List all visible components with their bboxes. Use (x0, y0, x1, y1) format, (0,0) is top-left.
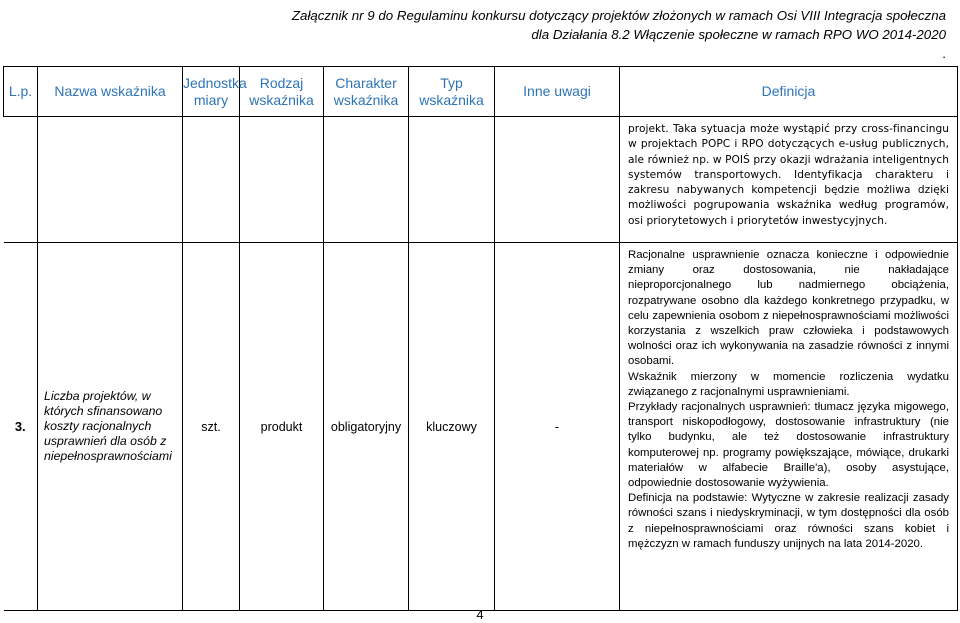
cell-continued-type (409, 117, 495, 243)
column-header-character: Charakter wskaźnika (324, 67, 409, 117)
cell-continued-name (38, 117, 183, 243)
header-line-2: dla Działania 8.2 Włączenie społeczne w ramach RPO WO 2014-2020 (531, 27, 946, 42)
indicator-unit: szt. (183, 243, 240, 611)
continued-definition-text: projekt. Taka sytuacja może wystąpić przy cross-financingu w projektach POPC i RPO dotyczących e-usług publicznych, ale również np. w POIŚ przy okazji wdrażania inteligentnych systemów transportowych. Identyfikacja charakteru i zakresu nabywanych kompetencji będzie możliwa dzięki możliwości pogrupowania wskaźnika według programów, osi priorytetowych i priorytetów inwestycyjnych. (628, 123, 949, 227)
header-line-3: . (942, 46, 946, 61)
definition-paragraph: Definicja na podstawie: Wytyczne w zakresie realizacji zasady równości szans i niedyskryminacji, w tym dostępności dla osób z niepełnosprawnościami oraz równości szans kobiet i mężczyzn w ramach funduszy unijnych na lata 2014-2020. (628, 492, 949, 550)
column-header-lp: L.p. (4, 67, 38, 117)
indicator-character: obligatoryjny (324, 243, 409, 611)
cell-continued-definition (620, 117, 958, 243)
definition-paragraph: Racjonalne usprawnienie oznacza konieczne i odpowiednie zmiany oraz dostosowania, nie nakładające nieproporcjonalnego lub nadmiernego obciążenia, rozpatrywane osobno dla każdego konkretnego przypadku, w celu zapewnienia osobom z niepełnosprawnościami możliwości korzystania z wszelkich praw człowieka i podstawowych wolności oraz ich wykonywania na zasadzie równości z innymi osobami. (628, 249, 949, 368)
row-number: 3. (4, 243, 38, 611)
document-header (292, 6, 946, 63)
table-row-continued (4, 117, 958, 243)
column-header-unit: Jednostka miary (183, 67, 240, 117)
indicator-table (3, 66, 958, 611)
column-header-definition: Definicja (620, 67, 958, 117)
column-header-name: Nazwa wskaźnika (38, 67, 183, 117)
definition-paragraph: Przykłady racjonalnych usprawnień: tłumacz języka migowego, transport niskopodłogowy, dostosowanie infrastruktury (nie tylko budynku, ale też dostosowanie infrastruktury komputerowej np. programy powiększające, mówiące, drukarki materiałów w alfabecie Braille'a), osoby asystujące, odpowiednie dostosowanie wyżywienia. (628, 401, 949, 490)
cell-continued-unit (183, 117, 240, 243)
table-row (4, 243, 958, 611)
cell-continued-lp (4, 117, 38, 243)
indicator-definition (620, 243, 958, 611)
cell-continued-character (324, 117, 409, 243)
indicator-type: kluczowy (409, 243, 495, 611)
cell-continued-kind (240, 117, 324, 243)
indicator-kind: produkt (240, 243, 324, 611)
indicator-notes: - (495, 243, 620, 611)
column-header-type: Typ wskaźnika (409, 67, 495, 117)
cell-continued-notes (495, 117, 620, 243)
column-header-kind: Rodzaj wskaźnika (240, 67, 324, 117)
indicator-name: Liczba projektów, w których sfinansowano koszty racjonalnych usprawnień dla osób z niepełnosprawnościami (38, 243, 183, 611)
column-header-notes: Inne uwagi (495, 67, 620, 117)
table-header-row (4, 67, 958, 117)
page-number: 4 (476, 607, 484, 622)
definition-paragraph: Wskaźnik mierzony w momencie rozliczenia wydatku związanego z racjonalnymi usprawnieniami. (628, 370, 949, 398)
header-line-1: Załącznik nr 9 do Regulaminu konkursu dotyczący projektów złożonych w ramach Osi VIII Integracja społeczna (291, 8, 946, 23)
